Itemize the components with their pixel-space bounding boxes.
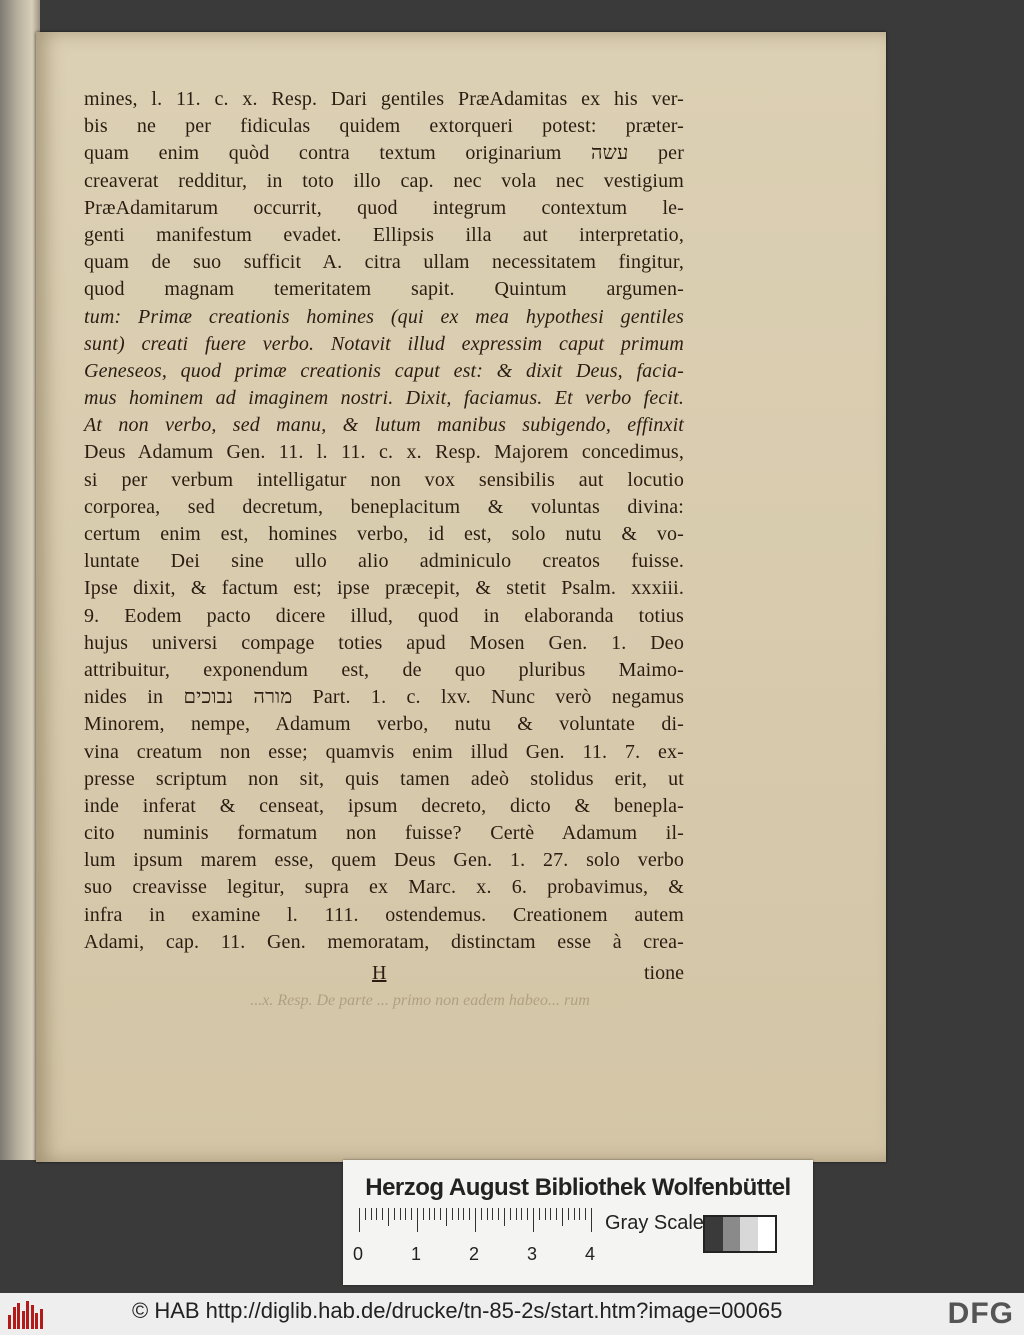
ruler-tick [591, 1208, 592, 1232]
ruler-tick [400, 1208, 401, 1220]
text-line: inde inferat & censeat, ipsum decreto, dicto & benepla- [84, 794, 684, 817]
library-color-chart [343, 1160, 813, 1285]
ruler-tick [516, 1208, 517, 1220]
text-line: Deus Adamum Gen. 11. l. 11. c. x. Resp. Majorem concedimus, [84, 441, 684, 464]
text-line: mines, l. 11. c. x. Resp. Dari gentiles PræAdamitas ex his ver- [84, 88, 684, 110]
gray-swatch-cell [758, 1217, 776, 1251]
bleed-through-text: ...x. Resp. De parte ... primo non eadem habeo... rum [250, 992, 590, 1009]
ruler-tick [365, 1208, 366, 1220]
text-line: sunt) creati fuere verbo. Notavit illud expressim caput primum [84, 332, 684, 355]
text-line: bis ne per fidiculas quidem extorqueri potest: præter- [84, 115, 684, 138]
ruler-number: 3 [527, 1244, 538, 1264]
gray-scale-label: Gray Scale [605, 1212, 704, 1234]
ruler-number: 2 [469, 1244, 480, 1264]
copyright-url-link[interactable]: © HAB http://diglib.hab.de/drucke/tn-85-2s/start.htm?image=00065 [132, 1298, 783, 1323]
text-line: luntate Dei sine ullo alio adminiculo creatos fuisse. [84, 550, 684, 573]
ruler-tick [521, 1208, 522, 1220]
text-line: cito numinis formatum non fuisse? Certè Adamum il- [84, 822, 684, 845]
ruler-tick [498, 1208, 499, 1220]
text-line: attribuitur, exponendum est, de quo pluribus Maimo- [84, 658, 684, 681]
dfg-logo[interactable]: DFG [947, 1297, 1014, 1330]
ruler-tick [585, 1208, 586, 1220]
ruler-tick [394, 1208, 395, 1220]
viewer-footer [0, 1293, 1024, 1335]
ruler-tick [568, 1208, 569, 1220]
ruler-tick [382, 1208, 383, 1220]
ruler-tick [371, 1208, 372, 1220]
text-line: Geneseos, quod primæ creationis caput est: & dixit Deus, facia- [84, 359, 684, 382]
text-line: At non verbo, sed manu, & lutum manibus subigendo, effinxit [84, 414, 684, 437]
text-line: certum enim est, homines verbo, id est, solo nutu & vo- [84, 523, 684, 545]
text-line: mus hominem ad imaginem nostri. Dixit, faciamus. Et verbo fecit. [84, 387, 684, 410]
ruler-tick [579, 1208, 580, 1220]
page-foot [84, 962, 684, 992]
page-text-block [84, 86, 684, 956]
hab-logo-icon[interactable] [8, 1301, 46, 1329]
ruler-tick [359, 1208, 360, 1232]
text-line: Ipse dixit, & factum est; ipse præcepit, & stetit Psalm. xxxiii. [84, 577, 684, 600]
text-line: corporea, sed decretum, beneplacitum & voluntas divina: [84, 495, 684, 518]
ruler-tick [562, 1208, 563, 1226]
ruler-tick [423, 1208, 424, 1220]
ruler-tick [434, 1208, 435, 1220]
ruler-tick [539, 1208, 540, 1220]
text-line: tum: Primæ creationis homines (qui ex mea hypothesi gentiles [84, 305, 684, 328]
ruler-tick [463, 1208, 464, 1220]
text-line: genti manifestum evadet. Ellipsis illa aut interpretatio, [84, 223, 684, 246]
catchword: tione [644, 962, 684, 984]
ruler-tick [417, 1208, 418, 1232]
ruler-tick [504, 1208, 505, 1226]
ruler-tick [458, 1208, 459, 1220]
ruler-tick [411, 1208, 412, 1220]
ruler-tick [556, 1208, 557, 1220]
text-line: hujus universi compage toties apud Mosen Gen. 1. Deo [84, 631, 684, 654]
ruler-tick [446, 1208, 447, 1226]
text-line: 9. Eodem pacto dicere illud, quod in elaboranda totius [84, 604, 684, 627]
ruler-tick [550, 1208, 551, 1220]
text-line: suo creavisse legitur, supra ex Marc. x. 6. probavimus, & [84, 876, 684, 899]
ruler-tick [487, 1208, 488, 1220]
ruler-number: 1 [411, 1244, 422, 1264]
text-line: vina creatum non esse; quamvis enim illud Gen. 11. 7. ex- [84, 740, 684, 763]
ruler-tick [527, 1208, 528, 1220]
ruler-tick [440, 1208, 441, 1220]
ruler-tick [475, 1208, 476, 1232]
library-name: Herzog August Bibliothek Wolfenbüttel [365, 1174, 791, 1201]
scale-ruler [359, 1208, 591, 1232]
text-line: nides in מורה נבוכים Part. 1. c. lxv. Nunc verò negamus [84, 686, 684, 709]
ruler-tick [469, 1208, 470, 1220]
text-line: PræAdamitarum occurrit, quod integrum contextum le- [84, 196, 684, 219]
ruler-tick [492, 1208, 493, 1220]
ruler-tick [545, 1208, 546, 1220]
signature-mark: H [372, 962, 387, 984]
ruler-number: 4 [585, 1244, 596, 1264]
gray-swatch-cell [705, 1217, 723, 1251]
text-line: presse scriptum non sit, quis tamen adeò stolidus erit, ut [84, 767, 684, 790]
ruler-tick [481, 1208, 482, 1220]
gray-swatch-cell [740, 1217, 758, 1251]
ruler-number: 0 [353, 1244, 364, 1264]
ruler-tick [388, 1208, 389, 1226]
ruler-tick [533, 1208, 534, 1232]
text-line: quam enim quòd contra textum originarium עשה per [84, 142, 685, 165]
ruler-tick [376, 1208, 377, 1220]
text-line: creaverat redditur, in toto illo cap. nec vola nec vestigium [84, 169, 684, 192]
text-line: si per verbum intelligatur non vox sensibilis aut locutio [84, 468, 684, 491]
text-line: quam de suo sufficit A. citra ullam necessitatem fingitur, [84, 251, 684, 274]
text-line: lum ipsum marem esse, quem Deus Gen. 1. 27. solo verbo [84, 849, 684, 872]
text-line: quod magnam temeritatem sapit. Quintum argumen- [84, 278, 684, 301]
text-line: Minorem, nempe, Adamum verbo, nutu & voluntate di- [84, 713, 684, 736]
gray-scale-swatch [703, 1215, 777, 1253]
ruler-tick [452, 1208, 453, 1220]
text-line: Adami, cap. 11. Gen. memoratam, distinctam esse à crea- [84, 930, 684, 953]
text-line: infra in examine l. 111. ostendemus. Creationem autem [84, 903, 684, 926]
facing-page-edge [0, 0, 40, 1160]
ruler-tick [510, 1208, 511, 1220]
ruler-tick [429, 1208, 430, 1220]
ruler-tick [405, 1208, 406, 1220]
gray-swatch-cell [723, 1217, 741, 1251]
ruler-tick [574, 1208, 575, 1220]
